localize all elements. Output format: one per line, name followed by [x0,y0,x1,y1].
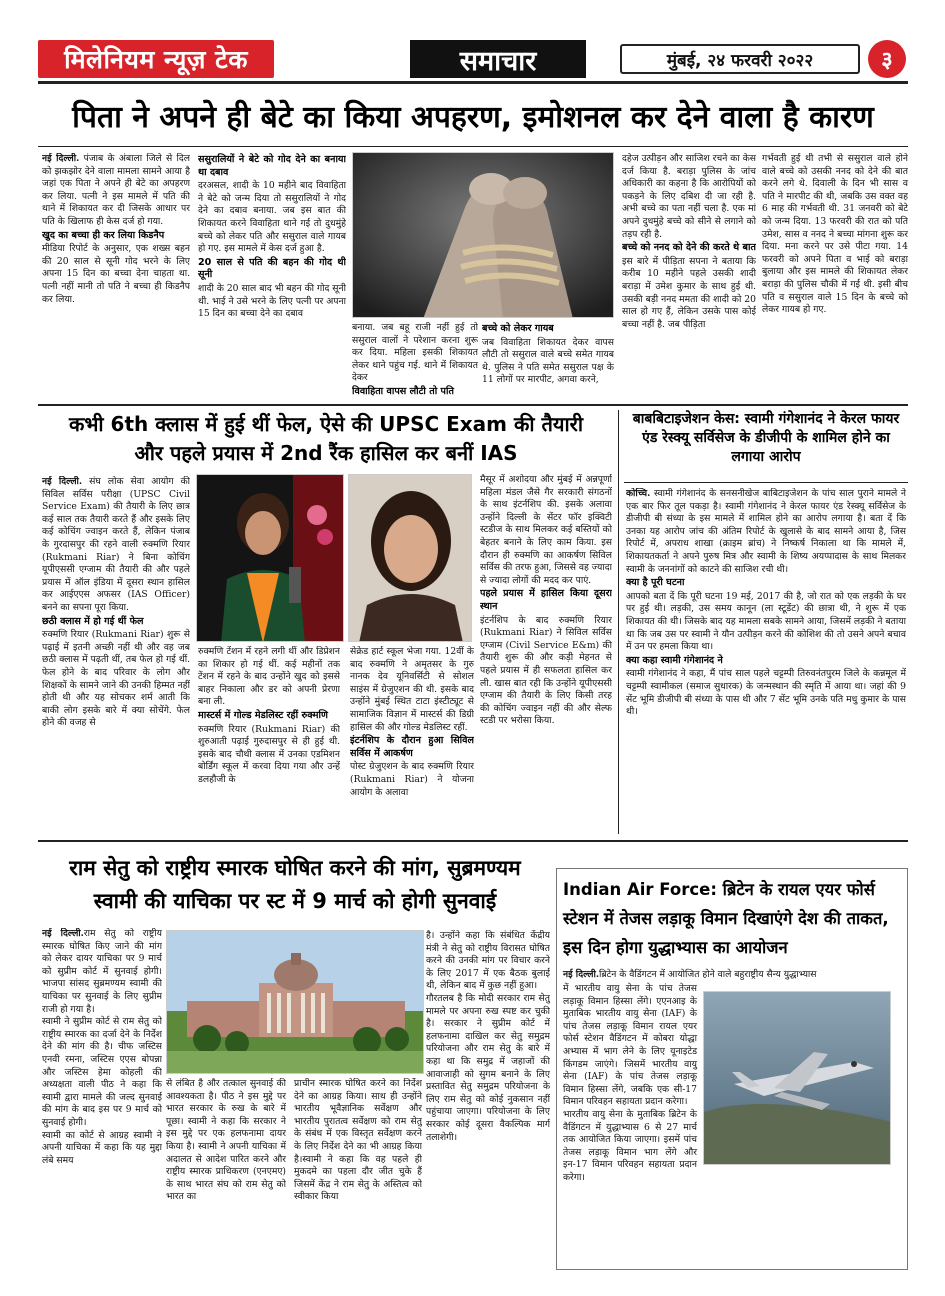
subheading-text: खुद का बच्चा ही कर लिया किडनैप [42,229,165,241]
paragraph [42,476,190,615]
paragraph [198,724,340,787]
paragraph [350,646,474,734]
subheading [42,616,190,629]
a1-column-4 [482,322,614,398]
brand-name: मिलेनियम न्यूज़ टेक [64,45,248,74]
a4-column-1 [42,928,162,1268]
a4-column-4 [426,930,550,1268]
a2-column-3 [350,646,474,832]
a3-headline: बाबबिटाइजेशन केस: स्वामी गंगेशानंद ने केरल फायर एंड रेस्क्यू सर्विसेज के डीजीपी के शामिल होने का लगाया आरोप [632,411,900,465]
divider [38,146,908,147]
subheading-text: बच्चे को ननद को देने की करते थे बात [622,242,756,254]
paragraph [42,153,190,229]
a2-column-1 [42,476,190,832]
paragraph [426,930,550,993]
subheading [626,655,906,668]
rukmani-riar-speaking-photo [196,474,344,642]
paragraph-text: में भारतीय वायु सेना के पांच तेजस लड़ाकू विमान हिस्सा लेंगे। एएनआइ के मुताबिक भारतीय वायु सेना (IAF) के पांच तेजस लड़ाकू विमान रायल एयर फोर्स स्टेशन वैडिंगटन में कोबरा योद्धा अभ्यास में भाग लेने के लिए यूनाइटेड किंगडम जाएंगे। जिसमें भारतीय वायु सेना (IAF) के पांच तेजस लड़ाकू विमान हिस्सा लेंगे, जबकि एक सी-17 विमान परिवहन सहायता प्रदान करेगा। [563,983,697,1108]
paragraph-text: संघ लोक सेवा आयोग की सिविल सर्विस परीक्षा (UPSC Civil Service Exam) की तैयारी के लिए छात्र कई साल तक तैयारी करते हैं और इसके लिए कई कोचिंग ज्वाइन करते हैं, लेकिन पंजाब के गुरदासपुर की रहने वाली रुक्मणि रियार (Rukmani Riar) ने बिना कोचिंग यूपीएससी एग्जाम की तैयारी की और पहले प्रयास में ऑल इंडिया में दूसरा स्थान हासिल कर आईएएस अफसर (IAS Officer) बनने का सपना पूरा किया. [42,476,190,613]
a3-body [626,488,906,834]
paragraph [198,180,346,256]
paragraph-text: मीडिया रिपोर्ट के अनुसार, एक शख्स बहन की 20 साल से सूनी गोद भरने के लिए अपना 15 दिन का बच्चा देना चाहता था. पत्नी नहीं मानी तो पति ने बच्चा ही किडनैप कर लिया. [42,243,190,305]
paragraph [480,474,612,587]
subheading [350,735,474,760]
masthead [38,38,908,84]
paragraph-text: भारतीय वायु सेना के मुताबिक ब्रिटेन के वैडिंगटन में युद्धाभ्यास 6 से 27 मार्च तक आयोजित किया जाएगा। इसमें पांच तेजस लड़ाकू विमान भाग लेंगे और इन-17 विमान परिवहन सहायता प्रदान करेगा। [563,1108,697,1183]
subheading [622,242,756,255]
a5-headline: Indian Air Force: ब्रिटेन के रायल एयर फोर्स स्टेशन में तेजस लड़ाकू विमान दिखाएंगे देश की ताकत, इस दिन होगा युद्धाभ्यास का आयोजन [563,880,889,957]
paragraph [166,1078,286,1204]
paragraph-text: इंटर्नशिप के बाद रुक्मणि रियार (Rukmani Riar) ने सिविल सर्विस एग्जाम (Civil Service E&m) की तैयारी शुरू की और कड़ी मेहनत से पहले प्रयास में ही सफलता हासिल कर ली. खास बात रही कि उन्होंने यूपीएससी एग्जाम की तैयारी के लिए किसी तरह की कोचिंग ज्वाइन नहीं की और सेल्फ स्टडी पर भरोसा किया. [480,614,612,727]
subheading-text: इंटर्नशिप के दौरान हुआ सिविल सर्विस में आकर्षण [350,735,474,759]
subheading [42,230,190,243]
paragraph [42,1016,162,1129]
paragraph-text: सेक्रेड हार्ट स्कूल भेजा गया. 12वीं के बाद रुक्मणि ने अमृतसर के गुरु नानक देव यूनिवर्सिटी से सोशल साइंस में ग्रेजुएशन की थी. इसके बाद उन्होंने मुंबई स्थित टाटा इंस्टीट्यूट से सामाजिक विज्ञान में मास्टर्स की डिग्री हासिल की और गोल्ड मेडलिस्ट रहीं. [350,646,474,733]
subheading-text: 20 साल से पति की बहन की गोद थी सूनी [198,256,346,281]
paragraph-text: गर्भवती हुई थी तभी से ससुराल वाले होने वाले बच्चे को उसकी ननद को देने की बात करने लगे थे. दिवाली के दिन भी सास व पति ने मारपीट की थी, जबकि उस वक्त वह 6 माह की गर्भवती थी. 31 जनवरी को बेटे को जन्म दिया. 13 फरवरी की रात को पति उमेश, सास व ननद ने बच्चा मांगना शुरू कर दिया. मना करने पर उसे पीटा गया. 14 फरवरी को अपने पिता व भाई को बराड़ा बुलाया और इस मामले की शिकायत लेकर बराड़ा की पुलिस चौकी में गई थी. इसी बीच पति व ससुराल वाले 15 दिन के बच्चे को लेकर गायब हो गए. [762,153,908,316]
paragraph [626,488,906,576]
subheading-text: क्या है पूरी घटना [626,577,685,589]
paragraph [352,322,478,385]
a4-headline-line-1: राम सेतु को राष्ट्रीय स्मारक घोषित करने की मांग, सुब्रमण्यम [69,856,521,880]
dateline: मुंबई, २४ फरवरी २०२२ [666,50,814,71]
subheading [480,588,612,613]
paragraph-text: से लंबित है और तत्काल सुनवाई की आवश्यकता है। पीठ ने इस मुद्दे पर भारत सरकार के रुख के बारे में पूछा। स्वामी ने कहा कि सरकार ने इस मुद्दे पर एक हलफनामा दायर किया है। स्वामी ने अपनी याचिका में अदालत से आदेश पारित करने और राष्ट्रीय स्मारक प्राधिकरण (एनएमए) के साथ भारत संघ को राम सेतु को भारत का [166,1078,286,1203]
a1-column-3 [352,322,478,398]
subheading [352,386,478,398]
page-number-badge [868,40,906,78]
paragraph-text: दहेज उत्पीड़न और साजिश रचने का केस दर्ज किया है. बराड़ा पुलिस के जांच अधिकारी का कहना है कि आरोपियों को पकड़ने के लिए दबिश दी जा रही है. अभी बच्चे का पता नहीं चला है. एक मां अपने दुधमुंहे बच्चे को सीने से लगाने को तड़प रही है. [622,153,756,240]
a1-column-2 [198,153,346,397]
paragraph [42,1130,162,1168]
paragraph-text: बनाया. जब बहू राजी नहीं हुई तो ससुराल वालों ने परेशान करना शुरू कर दिया. महिला इसकी शिकायत लेकर थाने पहुंच गई. थाने में शिकायत देकर [352,322,478,384]
supreme-court-building-photo [166,930,424,1074]
subheading [626,577,906,590]
tejas-fighter-jet-photo [703,991,891,1165]
dateline-lead: नई दिल्ली. [42,476,83,487]
paragraph [42,243,190,306]
subheading-text: विवाहिता वापस लौटी तो पति [352,385,454,397]
a5-box [556,868,908,1270]
paragraph [563,1109,697,1185]
section-title: समाचार [459,45,537,77]
a4-headline-line-2: स्वामी की याचिका पर स्ट में 9 मार्च को होगी सुनवाई [93,889,497,913]
subheading-text: ससुरालियों ने बेटे को गोद देने का बनाया था दबाव [198,154,346,178]
dateline-lead: नई दिल्ली. [563,969,600,980]
a4-headline [40,852,550,922]
dateline-lead: नई दिल्ली. [42,153,80,164]
paragraph [563,969,903,982]
paragraph-text: रुक्मणि रियार (Rukmani Riar) शुरू से पढ़ाई में इतनी अच्छी नहीं थी और वह जब छठी क्लास में पढ़ती थीं, तब फेल हो गई थीं. फेल होने के बाद परिवार के लोग और शिक्षकों के सामने जाने की उनकी हिम्मत नहीं होती थी और यह सोचकर शर्म आती कि बाकी लोग इसके बारे में क्या सोचेंगे. फेल होने की वजह से [42,629,190,729]
a1-column-1 [42,153,190,397]
a2-column-4 [480,474,612,834]
paragraph-text: रुक्मणि रियार (Rukmani Riar) की शुरुआती पढ़ाई गुरुदासपुर से ही हुई थी. इसके बाद चौथी क्लास में उनका एडमिशन बोर्डिंग स्कूल में करवा दिया गया और उन्हें डलहौजी के [198,723,340,785]
paragraph-text: दरअसल, शादी के 10 महीने बाद विवाहिता ने बेटे को जन्म दिया तो ससुरालियों ने गोद देने का दबाव बनाया. जब इस बात की शिकायत करने विवाहिता थाने गई तो दुधमुंहे बच्चे को लेकर पति और ससुराल वाले गायब हो गए. इस मामले में केस दर्ज हुआ है. [198,180,346,255]
page-number: ३ [881,48,893,73]
paragraph-text: पोस्ट ग्रेजुएशन के बाद रुक्मणि रियार (Rukmani Riar) ने योजना आयोग के अलावा [350,761,474,798]
a5-column-1 [563,983,697,1265]
paragraph [626,668,906,718]
paragraph [622,256,756,332]
section-banner [410,40,586,78]
a5-lead [563,969,903,983]
a2-headline-line-1: कभी 6th क्लास में हुई थीं फेल, ऐसे की UPSC Exam की तैयारी [68,412,584,436]
paragraph-text: स्वामी का कोर्ट से आग्रह स्वामी ने अपनी याचिका में कहा कि यह मुद्दा लंबे समय [42,1129,162,1166]
paragraph-text: पंजाब के अंबाला जिले से दिल को झकझोर देने वाला मामला सामने आया है जहां एक पिता ने अपने ही बेटे का अपहरण कर लिया. पत्नी ने इस मामले में पति की थाने में शिकायत कर दी जिसके आधार पर पति के खिलाफ ही केस दर्ज हो गया. [42,153,190,227]
paragraph-text: ब्रिटेन के वैडिंगटन में आयोजित होने वाले बहुराष्ट्रीय सैन्य युद्धाभ्यास [599,969,817,980]
paragraph-text: आपको बता दें कि पूरी घटना 19 मई, 2017 की है, जो रात को एक लड़की के घर पर हुई थी। लड़की, उस समय कानून (ला स्टूडेंट) की छात्रा थी, ने शुरू में एक शिकायत की थी। जिसके बाद यह मामला सबके सामने आया, जिसमें लड़की ने बताया था कि जब उस पर स्वामी ने यौन उत्पीड़न करने की कोशिश की तो उसने अपने बचाव में उन पर हमला किया था। [626,590,906,653]
divider [38,840,908,842]
divider [624,482,908,483]
paragraph [480,615,612,728]
dateline-box [620,44,860,74]
subheading-text: बच्चे को लेकर गायब [482,323,554,334]
subheading [198,257,346,282]
dateline-lead: कोच्चि. [626,488,651,499]
paragraph [42,928,162,1016]
subheading [198,710,340,723]
a1-column-5 [622,153,756,399]
paragraph [426,993,550,1144]
dateline-lead: नई दिल्ली. [42,928,84,939]
a4-column-2 [166,1078,286,1268]
paragraph-text: स्वामी ने सुप्रीम कोर्ट से राम सेतु को राष्ट्रीय स्मारक का दर्जा देने के निर्देश देने की मांग की है। चीफ जस्टिस एनवी रमना, जस्टिस एएस बोपन्ना और जस्टिस हेमा कोहली की अध्यक्षता वाली पीठ ने कहा कि स्वामी द्वारा मामले की जल्द सुनवाई की मांग के बाद इस पर 9 मार्च को सुनवाई होगी। [42,1016,162,1128]
paragraph [482,337,614,387]
paragraph [42,629,190,730]
subheading-text: छठी क्लास में हो गई थीं फेल [42,615,144,627]
subheading [198,154,346,179]
paragraph [563,983,697,1109]
brand-banner [38,40,274,78]
subheading-text: क्या कहा स्वामी गंगेशानंद ने [626,654,723,666]
paragraph [350,761,474,799]
paragraph [622,153,756,241]
a2-column-2 [198,646,340,832]
paragraph [198,283,346,321]
a1-column-6 [762,153,908,399]
paragraph-text: जब विवाहिता शिकायत देकर वापस लौटी तो ससुराल वाले बच्चे समेत गायब थे. पुलिस ने पति समेत ससुराल पक्ष के 11 लोगों पर मारपीट, अगवा करने, [482,336,614,386]
paragraph-text: राम सेतु को राष्ट्रीय स्मारक घोषित किए जाने की मांग को लेकर दायर याचिका पर 9 मार्च को सुप्रीम कोर्ट में सुनवाई होगी। भाजपा सांसद सुब्रमण्यम स्वामी की याचिका पर सुनवाई के लिए सुप्रीम राजी हो गया है। [42,928,162,1015]
a2-headline [40,410,612,470]
paragraph-text: प्राचीन स्मारक घोषित करने का निर्देश देने का आग्रह किया। साथ ही उन्होंने भारतीय भूवैज्ञानिक सर्वेक्षण और भारतीय पुरातत्व सर्वेक्षण को राम सेतु के संबंध में एक विस्तृत सर्वेक्षण करने के लिए निर्देश देने का भी आग्रह किया है।स्वामी ने कहा कि वह पहले ही मुकदमे का पहला दौर जीत चुके हैं जिसमें केंद्र ने राम सेतु के अस्तित्व को स्वीकार किया [294,1078,422,1203]
a2-headline-line-2: और पहले प्रयास में 2nd रैंक हासिल कर बनीं IAS [134,441,518,465]
divider [618,410,619,834]
paragraph [294,1078,422,1204]
paragraph-text: स्वामी गंगेशानंद के सनसनीखेज बाबिटाइजेशन के पांच साल पुराने मामले ने एक बार फिर तूल पकड़ा है। स्वामी गंगेशानंद ने केरल फायर एंड रेस्क्यू सर्विसेज के डीजीपी बी संध्या के इस मामले में शामिल होने का आरोप लगाया है। बता दें कि उनका यह आरोप जांच की अंतिम रिपोर्ट के खुलासे के बाद सामने आया है, जिस रिपोर्ट में, अपराध शाखा (क्राइम ब्रांच) ने निष्कर्ष निकाला था कि मामले में, शिकायतकर्ता ने अपने पुरुष मित्र और स्वामी के शिष्य अयप्पादास के साथ मिलकर स्वामी के जननांगों को काटने की साजिश रची थी। [626,488,906,575]
paragraph-text: शादी के 20 साल बाद भी बहन की गोद सूनी थी. भाई ने उसे भरने के लिए पत्नी पर अपना 15 दिन का बच्चा देने का दबाव [198,282,346,320]
paragraph [198,646,340,709]
paragraph-text: गौरतलब है कि मोदी सरकार राम सेतु मामले पर अपना रुख स्पष्ट कर चुकी है। सरकार ने सुप्रीम कोर्ट में हलफनामा दाखिल कर सेतु समुद्रम परियोजना और राम सेतु के बारे में कहा था कि समुद्र में जहाजों की आवाजाही को सुगम बनाने के लिए प्रस्तावित सेतु समुद्रम परियोजना के लिए राम सेतु को कोई नुकसान नहीं पहुंचाया जाएगा। परियोजना के लिए सरकार कोई दूसरा वैकल्पिक मार्ग तलाशेगी। [426,992,550,1143]
rukmani-riar-portrait-photo [348,474,472,642]
paragraph-text: मैसूर में अशोदया और मुंबई में अन्नपूर्णा महिला मंडल जैसे गैर सरकारी संगठनों के साथ इंटर्नशिप की. इसके अलावा उन्होंने दिल्ली के सेंटर फॉर इक्विटी स्टडीज के साथ मिलकर कई बस्तियों को बेहतर बनाने के लिए काम किया. इस दौरान ही रुक्मणि का आकर्षण सिविल सर्विस की तरफ हुआ, जिससे वह ज्यादा से ज्यादा लोगों की मदद कर पाएं. [480,474,612,586]
bound-hands-photo [352,152,614,318]
subheading-text: पहले प्रयास में हासिल किया दूसरा स्थान [480,588,612,612]
paragraph-text: है। उन्होंने कहा कि संबंधित केंद्रीय मंत्री ने सेतु को राष्ट्रीय विरासत घोषित करने की उनकी मांग पर विचार करने के लिए 2017 में एक बैठक बुलाई थी, लेकिन बाद में कुछ नहीं हुआ। [426,930,550,992]
paragraph [626,591,906,654]
subheading-text: मास्टर्स में गोल्ड मेडलिस्ट रहीं रुक्मणि [198,709,328,721]
a1-headline: पिता ने अपने ही बेटे का किया अपहरण, इमोशनल कर देने वाला है कारण [72,100,874,135]
paragraph-text: रुक्मणि टेंशन में रहने लगी थीं और डिप्रेशन का शिकार हो गई थीं. कई महीनों तक टेंशन में रहने के बाद उन्होंने खुद को इससे बाहर निकाला और डर को अपनी प्रेरणा बना ली. [198,646,340,708]
paragraph [762,153,908,317]
divider [38,404,908,406]
paragraph-text: स्वामी गंगेशानंद ने कहा, मैं पांच साल पहले चट्टम्पी तिरुवनंतपुरम जिले के कन्नमूल में चट्टम्पी स्वामीकल (समाज सुधारक) के जन्मस्थान की स्मृति में आया था। जहां की 9 सेंट भूमि डीजीपी बी संध्या के पास थी और 7 सेंट भूमि उनके पति मधु कुमार के पास थी। [626,668,906,718]
a4-column-3 [294,1078,422,1268]
paragraph-text: इस बारे में पीड़िता सपना ने बताया कि करीब 10 महीने पहले उसकी शादी बराड़ा में उमेश कुमार के साथ हुई थी. उसकी बड़ी ननद ममता की शादी को 20 साल हो गए हैं, लेकिन उसके पास कोई बच्चा नहीं है. जब पीड़िता [622,255,756,330]
subheading [482,323,614,336]
